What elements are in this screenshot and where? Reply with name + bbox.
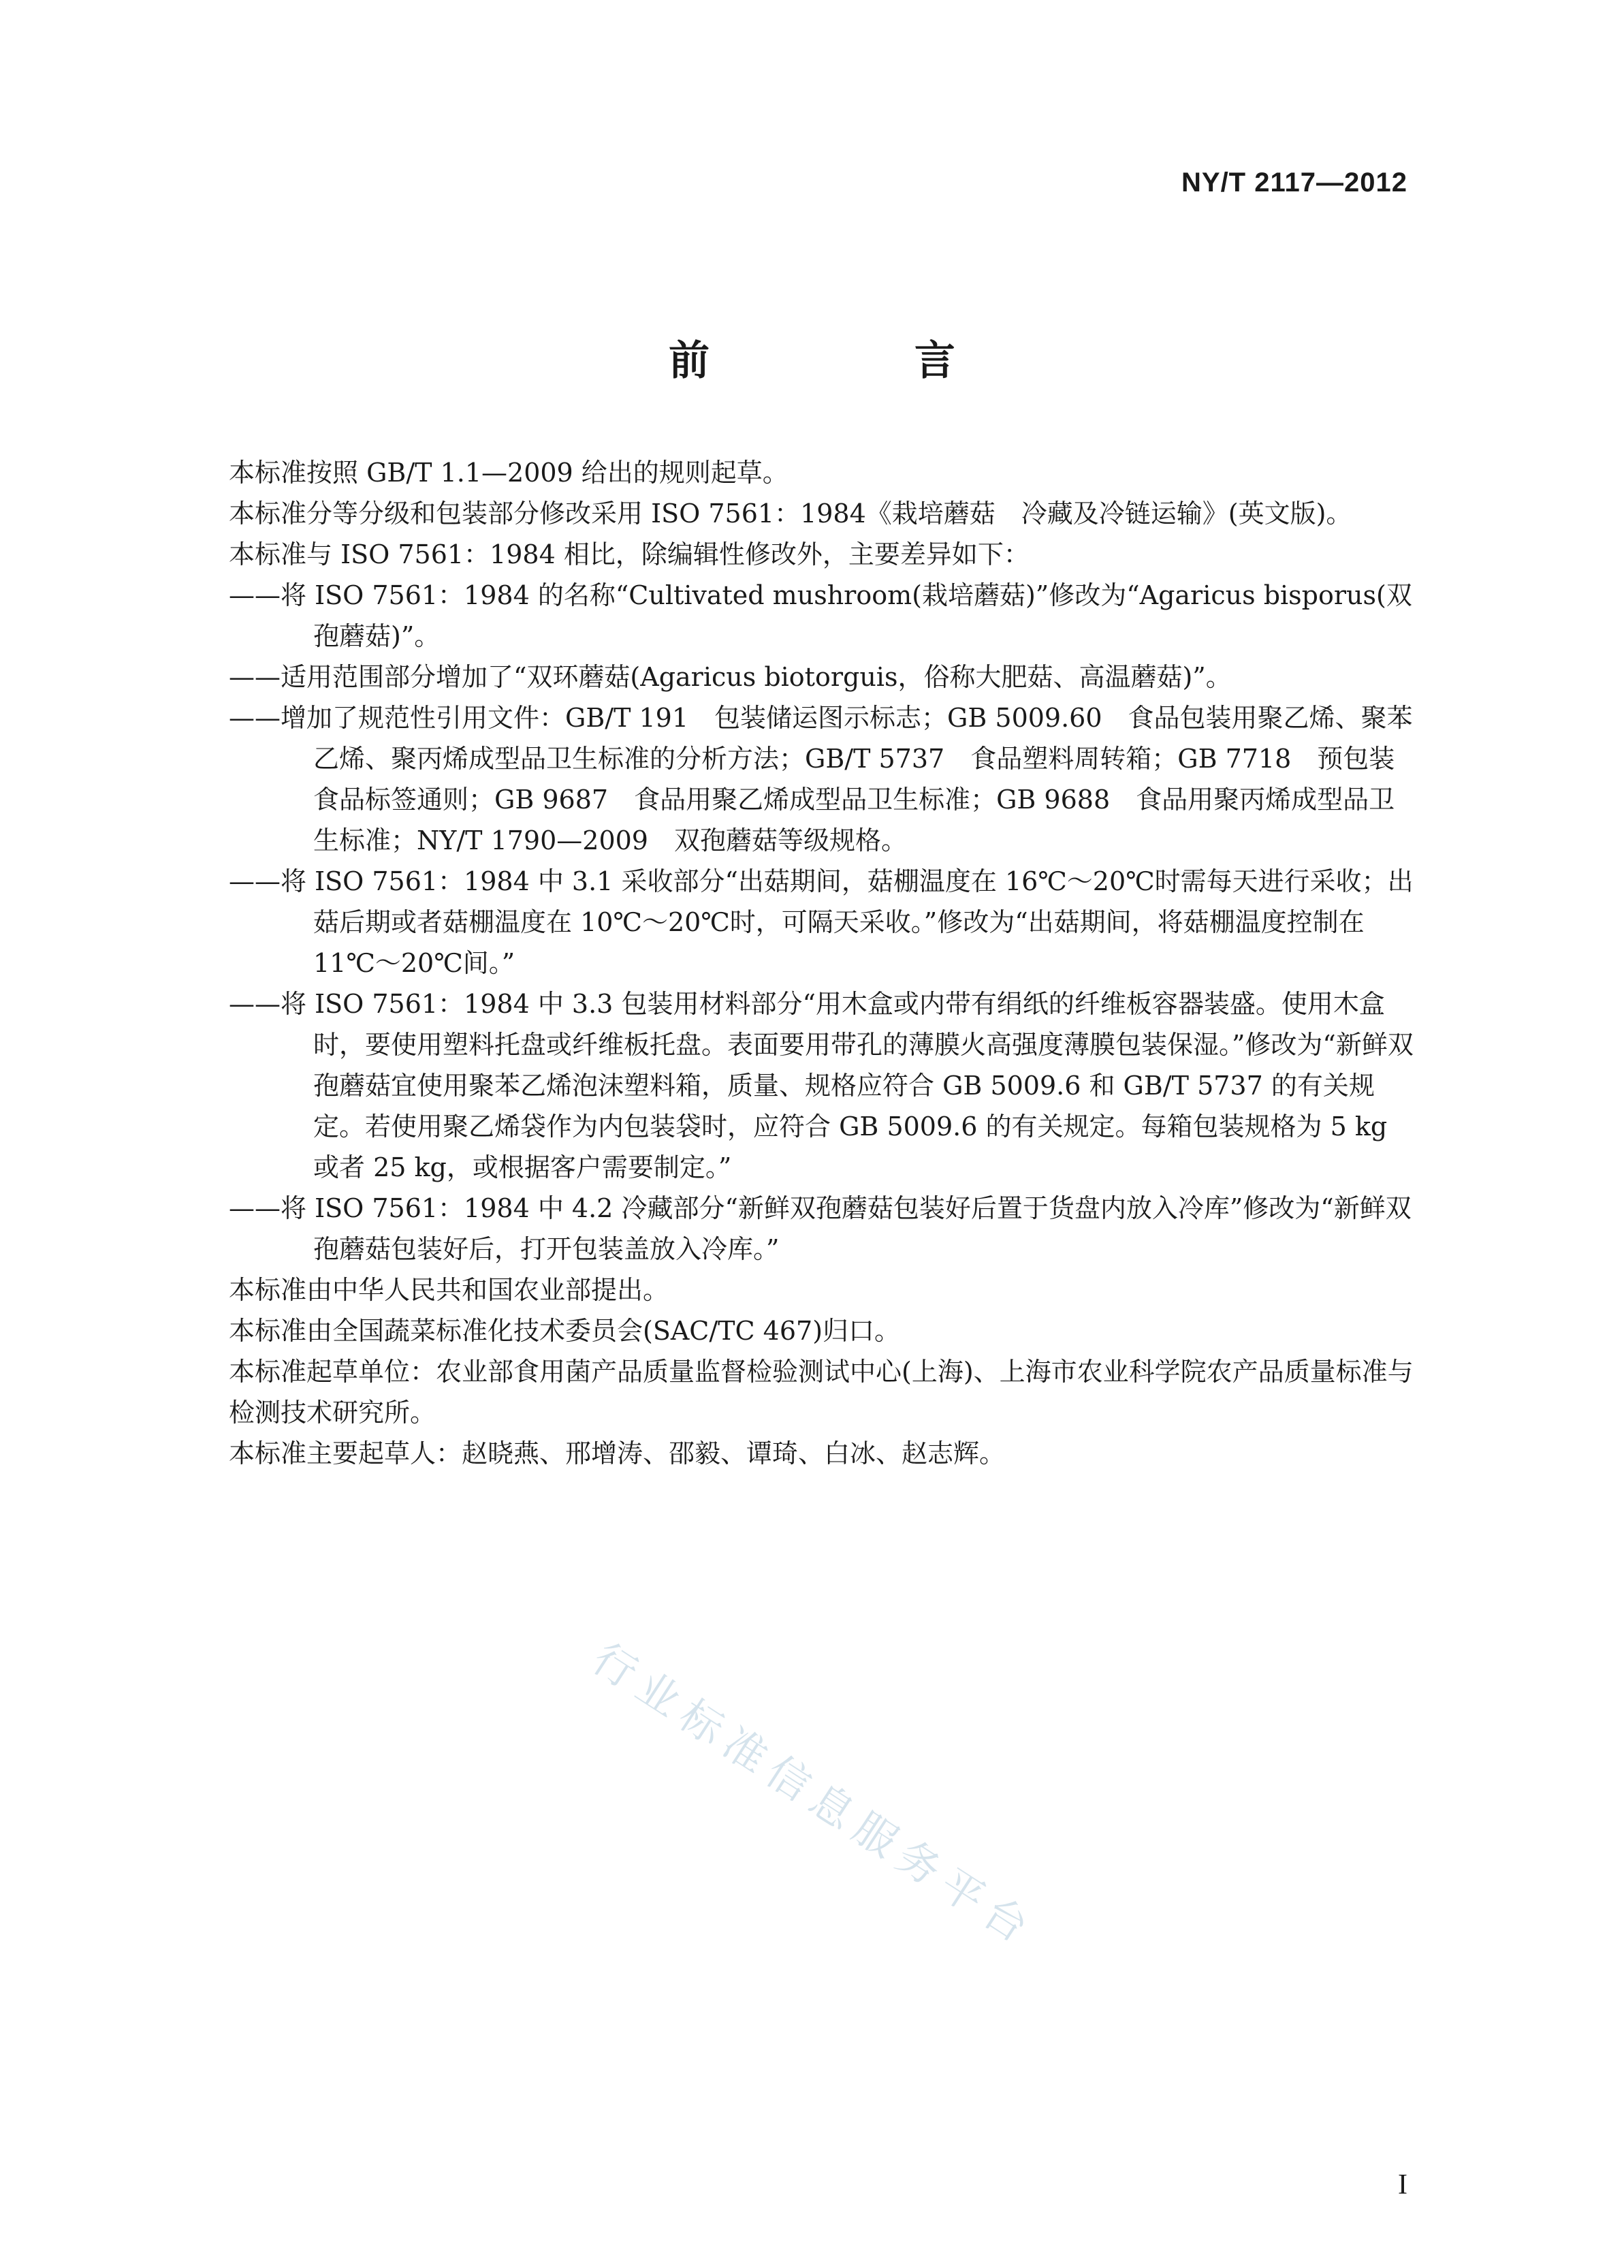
document-body — [229, 452, 1419, 1474]
paragraph-differences-intro: 本标准与 ISO 7561：1984 相比，除编辑性修改外，主要差异如下： — [229, 539, 1030, 569]
list-item-cold-storage-change: ——将 ISO 7561：1984 中 4.2 冷藏部分“新鲜双孢蘑菇包装好后置于货盘内放入冷库”修改为“新鲜双孢蘑菇包装好后，打开包装盖放入冷库。” — [229, 1193, 1412, 1264]
paragraph-proposer: 本标准由中华人民共和国农业部提出。 — [229, 1275, 669, 1305]
page-number: I — [1398, 2169, 1407, 2201]
list-item-name-change: ——将 ISO 7561：1984 的名称“Cultivated mushroom(栽培蘑菇)”修改为“Agaricus bisporus(双孢蘑菇)”。 — [229, 580, 1412, 651]
list-item-packaging-change: ——将 ISO 7561：1984 中 3.3 包装用材料部分“用木盒或内带有绢纸的纤维板容器装盛。使用木盒时，要使用塑料托盘或纤维板托盘。表面要用带孔的薄膜火高强度薄膜包装保湿。”修改为“新鲜双孢蘑菇宜使用聚苯乙烯泡沫塑料箱，质量、规格应符合 GB 5009.6 和 GB/T 5737 的有关规定。若使用聚乙烯袋作为内包装袋时，应符合 GB 5009.6 的有关规定。每箱包装规格为 5 kg 或者 25 kg，或根据客户需要制定。” — [229, 989, 1414, 1182]
paragraph-drafting-units: 本标准起草单位：农业部食用菌产品质量监督检验测试中心(上海)、上海市农业科学院农产品质量标准与检测技术研究所。 — [229, 1357, 1414, 1428]
paragraph-drafters: 本标准主要起草人：赵晓燕、邢增涛、邵毅、谭琦、白冰、赵志辉。 — [229, 1438, 1006, 1468]
list-item-harvest-change: ——将 ISO 7561：1984 中 3.1 采收部分“出菇期间，菇棚温度在 16℃～20℃时需每天进行采收；出菇后期或者菇棚温度在 10℃～20℃时，可隔天采收。”修改为“出菇期间，将菇棚温度控制在 11℃～20℃间。” — [229, 866, 1414, 978]
list-item-normative-references: ——增加了规范性引用文件：GB/T 191 包装储运图示标志；GB 5009.60 食品包装用聚乙烯、聚苯乙烯、聚丙烯成型品卫生标准的分析方法；GB/T 5737 食品塑料周转箱；GB 7718 预包装食品标签通则；GB 9687 食品用聚乙烯成型品卫生标准；GB 9688 食品用聚丙烯成型品卫生标准；NY/T 1790—2009 双孢蘑菇等级规格。 — [229, 703, 1413, 855]
list-item-scope-change: ——适用范围部分增加了“双环蘑菇(Agaricus biotorguis，俗称大肥菇、高温蘑菇)”。 — [229, 662, 1232, 692]
paragraph-centralized-by: 本标准由全国蔬菜标准化技术委员会(SAC/TC 467)归口。 — [229, 1316, 901, 1346]
paragraph-drafting-rules: 本标准按照 GB/T 1.1—2009 给出的规则起草。 — [229, 458, 789, 488]
watermark: 行业标准信息服务平台 — [584, 1633, 1045, 1957]
paragraph-adoption: 本标准分等分级和包装部分修改采用 ISO 7561：1984《栽培蘑菇 冷藏及冷链运输》(英文版)。 — [229, 499, 1352, 529]
page-title: 前 言 — [669, 337, 1051, 385]
document-code: NY/T 2117—2012 — [1181, 168, 1407, 198]
